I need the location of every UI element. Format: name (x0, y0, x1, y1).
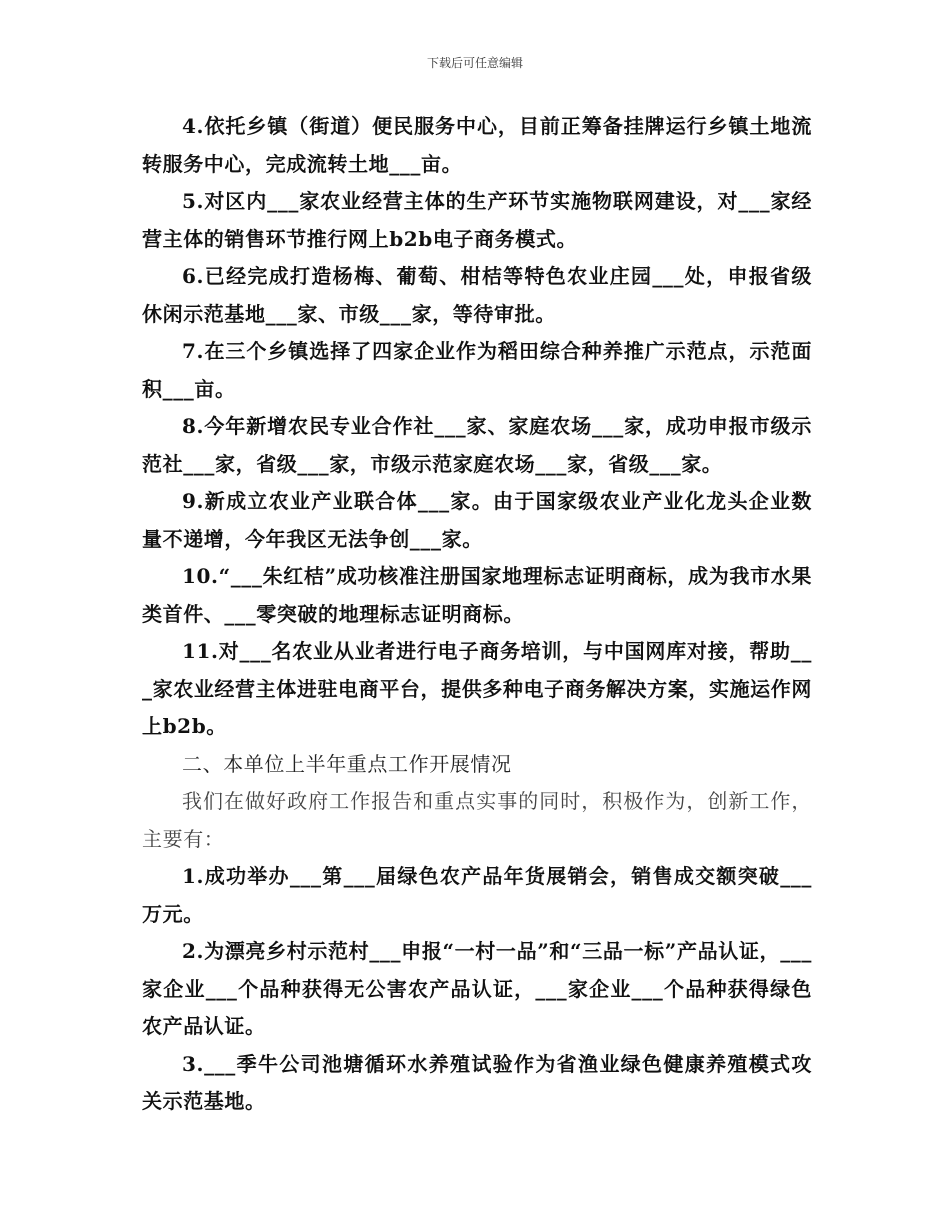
document-body (142, 108, 812, 1121)
paragraph-item-5: 5.对区内___家农业经营主体的生产环节实施物联网建设，对___家经营主体的销售环节推行网上b2b电子商务模式。 (142, 189, 812, 251)
paragraph-item-7: 7.在三个乡镇选择了四家企业作为稻田综合种养推广示范点，示范面积___亩。 (142, 339, 812, 401)
page-header: 下载后可任意编辑 (426, 56, 523, 70)
paragraph-item-11: 11.对___名农业从业者进行电子商务培训，与中国网库对接，帮助___家农业经营主体进驻电商平台，提供多种电子商务解决方案，实施运作网上b2b。 (142, 639, 812, 738)
paragraph-key-item-1: 1.成功举办___第___届绿色农产品年货展销会，销售成交额突破___万元。 (142, 864, 812, 926)
paragraph-item-6: 6.已经完成打造杨梅、葡萄、柑桔等特色农业庄园___处，申报省级休闲示范基地___家、市级___家，等待审批。 (142, 264, 812, 326)
paragraph-item-4: 4.依托乡镇（街道）便民服务中心，目前正筹备挂牌运行乡镇土地流转服务中心，完成流转土地___亩。 (142, 114, 812, 176)
paragraph-item-10: 10.“___朱红桔”成功核准注册国家地理标志证明商标，成为我市水果类首件、___零突破的地理标志证明商标。 (142, 564, 812, 626)
section-heading: 二、本单位上半年重点工作开展情况 (182, 751, 512, 776)
paragraph-item-8: 8.今年新增农民专业合作社___家、家庭农场___家，成功申报市级示范社___家，省级___家，市级示范家庭农场___家，省级___家。 (142, 414, 812, 476)
paragraph-key-item-2: 2.为漂亮乡村示范村___申报“一村一品”和“三品一标”产品认证，___家企业___个品种获得无公害农产品认证，___家企业___个品种获得绿色农产品认证。 (142, 939, 812, 1038)
paragraph-item-9: 9.新成立农业产业联合体___家。由于国家级农业产业化龙头企业数量不递增，今年我区无法争创___家。 (142, 489, 812, 551)
paragraph-key-item-3: 3.___季牛公司池塘循环水养殖试验作为省渔业绿色健康养殖模式攻关示范基地。 (142, 1051, 812, 1113)
section-intro: 我们在做好政府工作报告和重点实事的同时，积极作为，创新工作，主要有： (142, 789, 812, 851)
